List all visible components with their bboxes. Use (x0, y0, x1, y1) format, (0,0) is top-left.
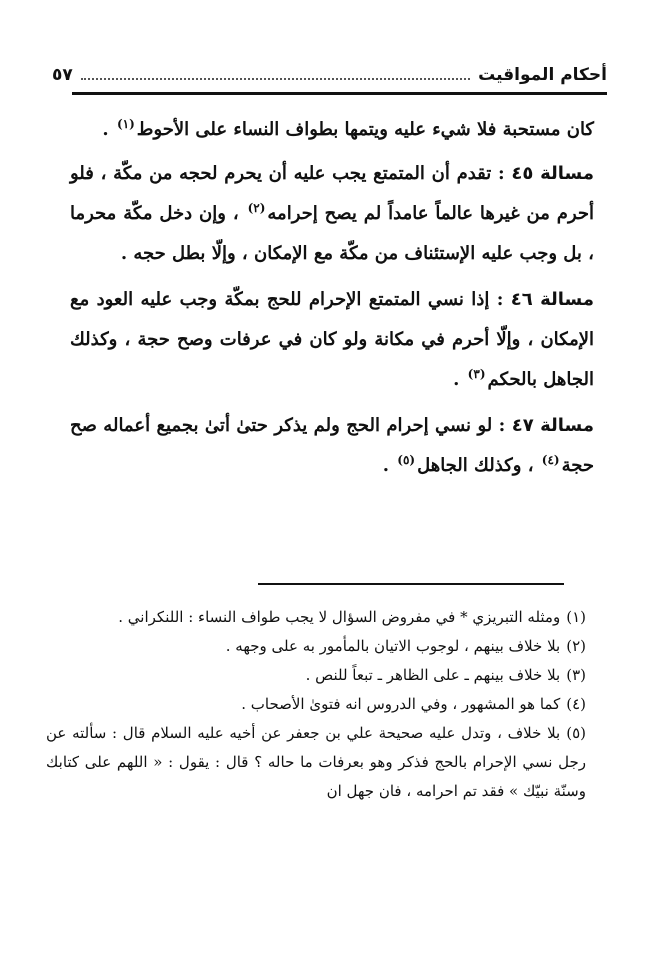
issue-46 (70, 280, 594, 400)
footnotes (46, 603, 586, 806)
issue-separator: : (491, 163, 512, 184)
running-header (52, 62, 607, 88)
issue-text: إذا نسي المتمتع الإحرام للحج بمكّة وجب عليه العود مع الإمكان ، وإلّا أحرم في مكانة ولو كان في عرفات وصح حجة ، وكذلك الجاهل بالحكم (70, 289, 594, 390)
page-number: ٥٧ (52, 65, 73, 85)
footnote-text: بلا خلاف بينهم ، لوجوب الاتيان بالمأمور به على وجهه . (225, 637, 561, 655)
issue-label: مسالة ٤٦ (510, 289, 595, 310)
footnote-ref: (٣) (467, 367, 486, 381)
footnote (46, 661, 586, 690)
issue-text: ، وكذلك الجاهل (417, 455, 540, 476)
paragraph-end: . (102, 119, 115, 140)
chapter-title: أحكام المواقيت (478, 65, 607, 85)
footnote-ref: (٥) (397, 453, 416, 467)
footnote-text: ومثله التبريزي * في مفروض السؤال لا يجب طواف النساء : اللنكراني . (118, 608, 561, 626)
footnote-text: بلا خلاف بينهم ـ على الظاهر ـ تبعاً للنص . (305, 666, 561, 684)
issue-separator: : (489, 289, 511, 310)
footnote-rule (258, 583, 564, 585)
footnote-ref: (١) (116, 117, 135, 131)
footnote-number: (٢) (566, 637, 586, 655)
footnote-text: بلا خلاف ، وتدل عليه صحيحة علي بن جعفر عن أخيه عليه السلام قال : سألته عن رجل نسي الإحرام بالحج فذكر وهو بعرفات ما حاله ؟ قال : يقول : « اللهم على كتابك وسنّة نبيّك » فقد تم احرامه ، فان جهل ان (46, 724, 586, 800)
issue-text: لو نسي إحرام الحج ولم يذكر حتىٰ أتىٰ بجميع أعماله صح حجة (70, 415, 594, 476)
footnote-number: (٤) (566, 695, 586, 713)
issue-text: ، وإن دخل مكّة محرما ، بل وجب عليه الإستئناف من مكّة مع الإمكان ، وإلّا بطل حجه . (70, 203, 594, 264)
footnote-ref: (٤) (541, 453, 560, 467)
paragraph-text: كان مستحبة فلا شيء عليه ويتمها بطواف النساء على الأحوط (136, 119, 594, 140)
issue-label: مسالة ٤٧ (511, 415, 595, 436)
issue-text: . (453, 369, 466, 390)
dot-leader (81, 78, 470, 80)
issue-47 (70, 406, 594, 486)
issue-separator: : (492, 415, 512, 436)
footnote (46, 603, 586, 632)
issue-text: تقدم أن المتمتع يجب عليه أن يحرم لحجه من مكّة ، فلو أحرم من غيرها عالماً عامداً لم يصح إحرامه (70, 163, 594, 224)
paragraph-continuation (70, 110, 594, 150)
footnote (46, 719, 586, 806)
footnote (46, 632, 586, 661)
issue-45 (70, 154, 594, 274)
main-text (70, 110, 594, 492)
footnote-number: (١) (566, 608, 586, 626)
footnote (46, 690, 586, 719)
footnote-text: كما هو المشهور ، وفي الدروس انه فتوىٰ الأصحاب . (241, 695, 561, 713)
issue-label: مسالة ٤٥ (511, 163, 594, 184)
header-rule (72, 92, 607, 95)
footnote-number: (٥) (566, 724, 586, 742)
issue-text: . (382, 455, 396, 476)
footnote-number: (٣) (566, 666, 586, 684)
footnote-ref: (٢) (247, 201, 266, 215)
